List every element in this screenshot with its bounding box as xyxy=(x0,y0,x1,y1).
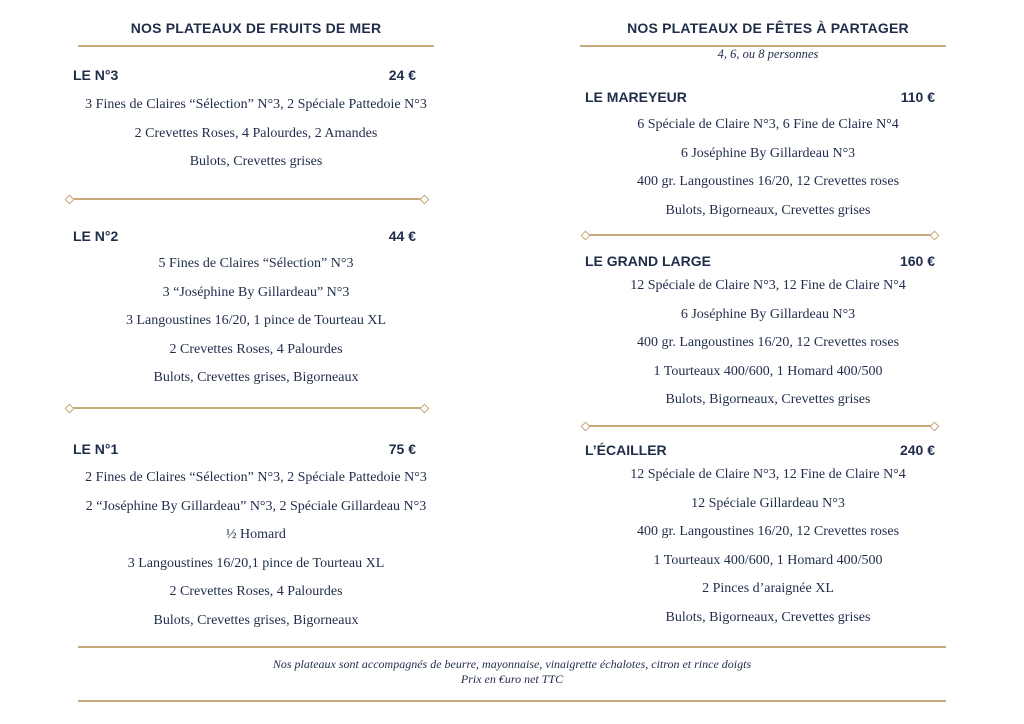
plate-item: ½ Homard xyxy=(226,527,286,542)
plate-item: Bulots, Bigorneaux, Crevettes grises xyxy=(665,202,871,218)
plate-l-ecailler xyxy=(585,442,935,462)
plate-name: L’ÉCAILLER xyxy=(585,442,667,458)
footer-bottom-rule xyxy=(78,700,946,702)
plate-item: 2 “Joséphine By Gillardeau” N°3, 2 Spéciale Gillardeau N°3 xyxy=(85,498,427,514)
plate-le-n1-items xyxy=(36,464,476,635)
plate-item: 3 “Joséphine By Gillardeau” N°3 xyxy=(162,284,350,300)
plate-item: 12 Spéciale de Claire N°3, 12 Fine de Claire N°4 xyxy=(630,278,906,293)
plate-item: 1 Tourteaux 400/600, 1 Homard 400/500 xyxy=(653,363,883,379)
ornament-divider xyxy=(582,422,938,430)
plate-item: 6 Joséphine By Gillardeau N°3 xyxy=(680,145,856,161)
plate-l-ecailler-items xyxy=(558,461,978,632)
plate-name: LE N°2 xyxy=(73,228,119,244)
plate-item: 6 Joséphine By Gillardeau N°3 xyxy=(680,306,856,322)
ornament-divider xyxy=(66,404,428,412)
plate-name: LE MAREYEUR xyxy=(585,89,687,105)
plate-item: 12 Spéciale de Claire N°3, 12 Fine de Claire N°4 xyxy=(630,467,906,482)
left-column-title: NOS PLATEAUX DE FRUITS DE MER xyxy=(130,20,382,36)
plate-le-mareyeur xyxy=(585,89,935,109)
plate-item: Bulots, Crevettes grises, Bigorneaux xyxy=(153,370,359,385)
plate-name: LE N°3 xyxy=(73,67,119,83)
plate-price: 110 € xyxy=(900,89,935,105)
plate-price: 24 € xyxy=(388,67,416,83)
plate-item: 5 Fines de Claires “Sélection” N°3 xyxy=(158,256,354,271)
plate-item: 6 Spéciale de Claire N°3, 6 Fine de Claire N°4 xyxy=(637,117,899,132)
plate-name: LE N°1 xyxy=(73,441,119,457)
plate-item: Bulots, Bigorneaux, Crevettes grises xyxy=(665,392,871,407)
ornament-divider xyxy=(66,195,428,203)
plate-le-grand-large-items xyxy=(558,272,978,415)
footer-line-price-note: Prix en €uro net TTC xyxy=(460,672,564,686)
plate-price: 160 € xyxy=(899,253,935,269)
plate-item: 2 Crevettes Roses, 4 Palourdes xyxy=(169,584,343,599)
plate-item: 1 Tourteaux 400/600, 1 Homard 400/500 xyxy=(653,552,883,568)
plate-le-n1 xyxy=(73,441,416,461)
right-column-title: NOS PLATEAUX DE FÊTES À PARTAGER xyxy=(627,20,909,36)
plate-le-mareyeur-items xyxy=(558,111,978,225)
plate-name: LE GRAND LARGE xyxy=(585,253,711,269)
plate-le-n3-items xyxy=(46,91,466,177)
plate-le-n2-items xyxy=(46,250,466,393)
plate-item: 400 gr. Langoustines 16/20, 12 Crevettes roses xyxy=(636,335,900,350)
right-subtitle: 4, 6, ou 8 personnes xyxy=(717,47,819,61)
plate-item: 2 Pinces d’araignée XL xyxy=(702,581,834,596)
footer-note xyxy=(80,657,944,687)
plate-le-grand-large xyxy=(585,253,935,273)
plate-item: 2 Crevettes Roses, 4 Palourdes xyxy=(169,341,343,357)
plate-item: Bulots, Bigorneaux, Crevettes grises xyxy=(665,609,871,625)
plate-item: Bulots, Crevettes grises xyxy=(189,154,323,169)
plate-item: 400 gr. Langoustines 16/20, 12 Crevettes roses xyxy=(636,174,900,189)
plate-item: 12 Spéciale Gillardeau N°3 xyxy=(691,495,845,511)
footer-top-rule xyxy=(78,646,946,648)
plate-item: 2 Crevettes Roses, 4 Palourdes, 2 Amandes xyxy=(134,125,378,141)
plate-price: 44 € xyxy=(388,228,416,244)
plate-item: 400 gr. Langoustines 16/20, 12 Crevettes roses xyxy=(636,524,900,539)
ornament-divider xyxy=(582,231,938,239)
plate-price: 240 € xyxy=(899,442,935,458)
plate-item: 2 Fines de Claires “Sélection” N°3, 2 Spéciale Pattedoie N°3 xyxy=(85,470,427,485)
left-header-rule xyxy=(78,45,434,47)
plate-price: 75 € xyxy=(388,441,416,457)
plate-item: 3 Fines de Claires “Sélection” N°3, 2 Spéciale Pattedoie N°3 xyxy=(85,97,427,112)
footer-line-accompaniments: Nos plateaux sont accompagnés de beurre, mayonnaise, vinaigrette échalotes, citron et rince doigts xyxy=(272,657,752,671)
plate-item: 3 Langoustines 16/20,1 pince de Tourteau XL xyxy=(127,555,385,571)
plate-le-n2 xyxy=(73,228,416,248)
plate-item: 3 Langoustines 16/20, 1 pince de Tourteau XL xyxy=(125,313,387,328)
plate-le-n3 xyxy=(73,67,416,87)
plate-item: Bulots, Crevettes grises, Bigorneaux xyxy=(153,612,359,628)
